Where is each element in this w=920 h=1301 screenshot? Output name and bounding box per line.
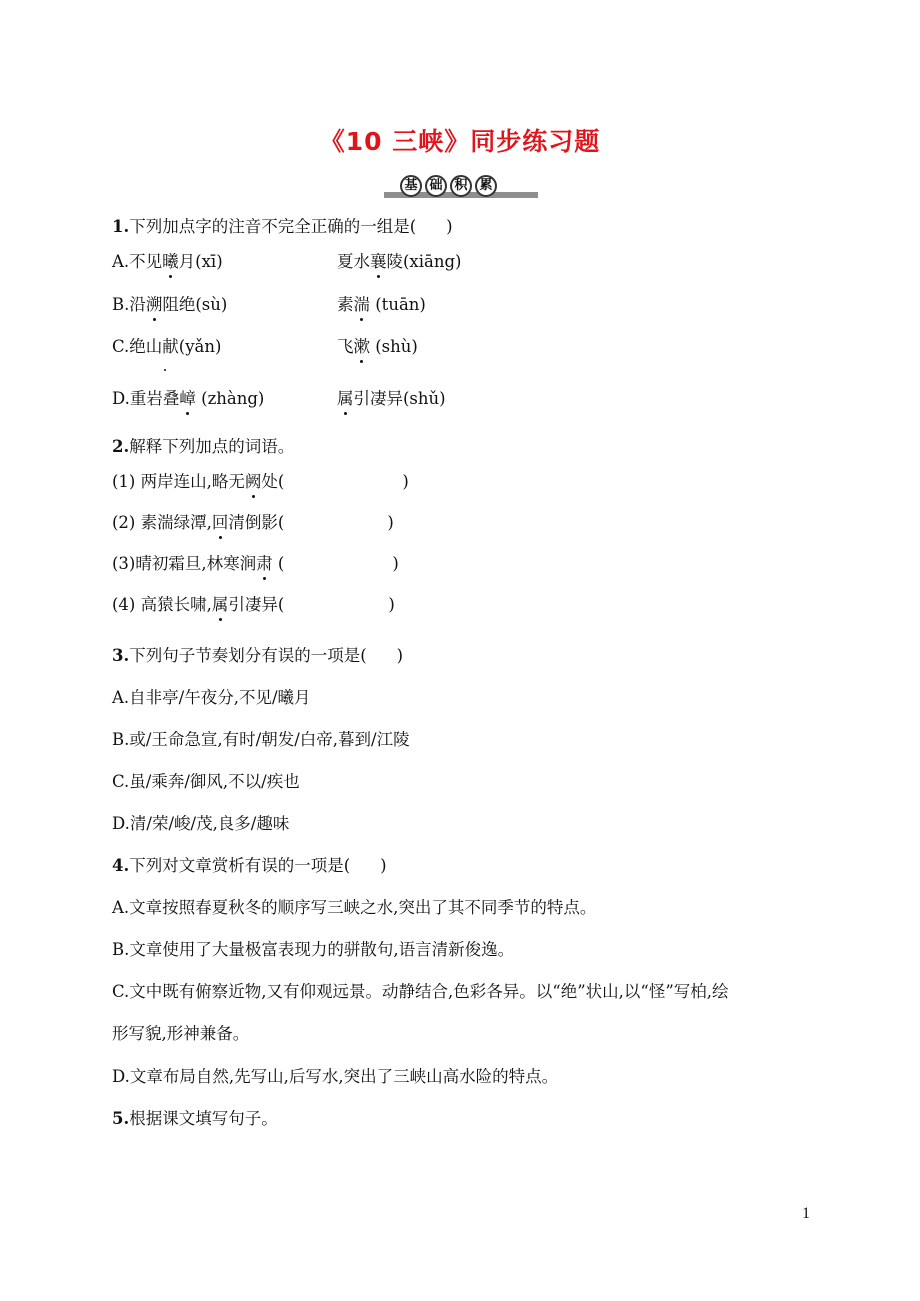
q3-option: A.自非亭/午夜分,不见/曦月 xyxy=(112,688,311,707)
dotted-char: 回 xyxy=(211,513,229,532)
dotted-char: 肃 xyxy=(256,554,273,573)
question-stem: 解释下列加点的词语。 xyxy=(129,437,295,456)
q1-option-b: B.沿溯阻绝(sù) xyxy=(112,295,228,314)
dotted-char: 阙 xyxy=(244,472,262,491)
q4-option: B.文章使用了大量极富表现力的骈散句,语言清新俊逸。 xyxy=(112,940,515,959)
q3-option: C.虽/乘奔/御风,不以/疾也 xyxy=(112,772,300,791)
q3-option: D.清/荣/峻/茂,良多/趣味 xyxy=(112,814,290,833)
question-2 xyxy=(112,436,294,458)
question-number: 3. xyxy=(112,646,130,665)
banner-char: 础 xyxy=(425,175,447,197)
q2-item-4: (4) 高猿长啸,属引凄异( ) xyxy=(112,595,395,614)
dotted-char: 漱 xyxy=(353,337,370,356)
question-number: 1. xyxy=(112,217,130,236)
banner-char: 基 xyxy=(400,175,422,197)
stray-dot xyxy=(164,369,166,371)
page-title: 《10 三峡》同步练习题 xyxy=(319,127,601,156)
section-banner xyxy=(384,175,538,198)
question-number: 5. xyxy=(112,1109,130,1128)
question-stem: 下列加点字的注音不完全正确的一组是( xyxy=(129,217,417,236)
q1-option-c2: 飞漱 (shù) xyxy=(337,337,418,356)
question-number: 2. xyxy=(112,437,130,456)
q1-option-c: C.绝山献(yǎn) xyxy=(112,337,222,356)
dotted-char: 曦 xyxy=(162,252,179,271)
q1-option-d: D.重岩叠嶂 (zhàng) xyxy=(112,389,265,408)
dotted-char: 属 xyxy=(211,595,229,614)
question-3: 3.下列句子节奏划分有误的一项是( ) xyxy=(112,646,404,665)
dotted-char: 襄 xyxy=(370,252,387,271)
q1-option-a2: 夏水襄陵(xiāng) xyxy=(337,252,462,271)
dotted-char: 属 xyxy=(337,389,354,408)
question-stem: 下列句子节奏划分有误的一项是( xyxy=(129,646,367,665)
question-stem: 根据课文填写句子。 xyxy=(129,1109,278,1128)
q2-item-3: (3)晴初霜旦,林寒涧肃 ( ) xyxy=(112,554,399,573)
question-1: 1.下列加点字的注音不完全正确的一组是( ) xyxy=(112,217,453,236)
q1-option-a: A.不见曦月(xī) xyxy=(112,252,223,271)
q2-item-2: (2) 素湍绿潭,回清倒影( ) xyxy=(112,513,394,532)
q4-option: A.文章按照春夏秋冬的顺序写三峡之水,突出了其不同季节的特点。 xyxy=(112,898,597,917)
banner-char: 累 xyxy=(475,175,497,197)
q3-option: B.或/王命急宣,有时/朝发/白帝,暮到/江陵 xyxy=(112,730,410,749)
question-5 xyxy=(112,1108,278,1130)
page-number: 1 xyxy=(802,1205,810,1222)
question-stem: 下列对文章赏析有误的一项是( xyxy=(129,856,351,875)
banner-char: 积 xyxy=(450,175,472,197)
q1-option-d2: 属引凄异(shǔ) xyxy=(337,389,446,408)
q4-option: D.文章布局自然,先写山,后写水,突出了三峡山高水险的特点。 xyxy=(112,1067,559,1086)
question-number: 4. xyxy=(112,856,130,875)
q4-option-continued: 形写貌,形神兼备。 xyxy=(112,1024,250,1043)
dotted-char: 湍 xyxy=(353,295,370,314)
dotted-char: 嶂 xyxy=(179,389,196,408)
dotted-char: 溯 xyxy=(145,295,163,314)
q1-option-b2: 素湍 (tuān) xyxy=(337,295,426,314)
q4-option: C.文中既有俯察近物,又有仰观远景。动静结合,色彩各异。以“绝”状山,以“怪”写柏,绘 xyxy=(112,982,729,1001)
question-4: 4.下列对文章赏析有误的一项是( ) xyxy=(112,856,387,875)
q2-item-1: (1) 两岸连山,略无阙处( ) xyxy=(112,472,409,491)
